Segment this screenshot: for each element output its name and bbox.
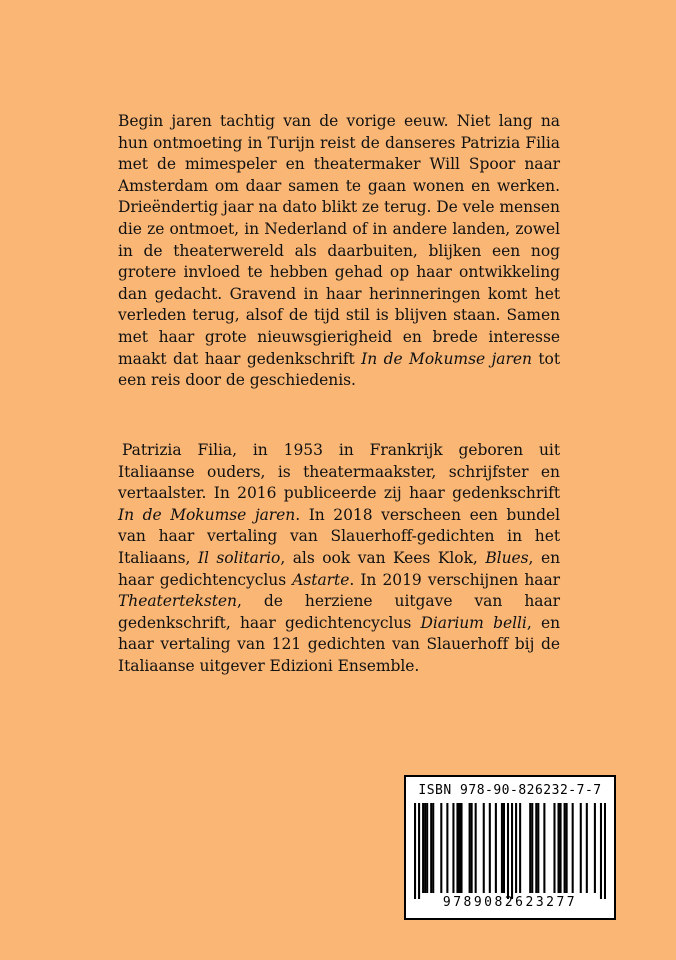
- isbn-barcode: [404, 775, 616, 920]
- blurb-text: tot een reis door de geschiedenis.: [118, 349, 560, 390]
- barcode-bar: [515, 803, 517, 893]
- bio-text: , en haar vertaling van 121 gedichten van Slauerhoff bij de Italiaanse uitgever Edizioni Ensemble.: [118, 613, 561, 675]
- isbn-label: ISBN 978-90-826232-7-7: [418, 783, 602, 798]
- barcode-bar: [469, 803, 471, 893]
- barcode-bar: [507, 803, 509, 899]
- barcode-bar: [440, 803, 442, 893]
- barcode-bar: [430, 803, 432, 893]
- barcode-bar: [519, 803, 521, 893]
- barcode-bar: [426, 803, 428, 893]
- barcode-bar: [475, 803, 477, 893]
- bio-text: , als ook van Kees Klok,: [280, 548, 486, 567]
- barcode-bar: [557, 803, 559, 893]
- barcode-bar: [529, 803, 531, 893]
- barcode-bar: [572, 803, 574, 893]
- bio-text: . In 2018 verscheen een bundel van haar vertaling van Slauerhoff-gedichten in het Italiaans,: [118, 505, 560, 567]
- barcode-bar: [456, 803, 458, 893]
- author-bio: [118, 440, 560, 678]
- barcode-bar: [580, 803, 582, 893]
- book-title: In de Mokumse jaren: [118, 505, 296, 524]
- barcode-bar: [566, 803, 568, 893]
- barcode-bar: [594, 803, 596, 893]
- barcode-bar: [511, 803, 513, 899]
- back-cover-blurb: [118, 111, 560, 392]
- barcode-bar: [604, 803, 606, 899]
- book-title: In de Mokumse jaren: [361, 349, 532, 368]
- barcode-bar: [543, 803, 545, 893]
- barcode-bar: [432, 803, 434, 893]
- barcode-bar: [537, 803, 539, 893]
- barcode-bar: [422, 803, 424, 893]
- barcode-bar: [414, 803, 416, 899]
- bio-text: . In 2019 verschijnen haar: [349, 570, 560, 589]
- barcode-bar: [600, 803, 602, 899]
- barcode-bar: [460, 803, 462, 893]
- book-title: Theaterteksten: [118, 592, 237, 611]
- barcode-bar: [553, 803, 555, 893]
- barcode-bar: [424, 803, 426, 893]
- barcode-bar: [489, 803, 491, 893]
- book-title: Blues: [485, 548, 529, 567]
- bio-text: , de herziene uitgave van haar gedenkschrift, haar gedichtencyclus: [118, 592, 560, 632]
- book-title: Astarte: [292, 570, 350, 589]
- book-title: Il solitario: [197, 548, 281, 567]
- barcode-bar: [586, 803, 588, 893]
- barcode-bar: [531, 803, 533, 893]
- barcode-bar: [418, 803, 420, 899]
- barcode-bar: [446, 803, 448, 893]
- bio-text: Patrizia Filia, in 1953 in Frankrijk geboren uit Italiaanse ouders, is theatermaakster, schrijfster en vertaalster. In 2016 publiceerde zij haar gedenkschrift: [118, 441, 560, 503]
- book-title: Diarium belli: [420, 613, 527, 632]
- barcode-bars: [414, 803, 606, 899]
- blurb-text: Begin jaren tachtig van de vorige eeuw. Niet lang na hun ontmoeting in Turijn reist de danseres Patrizia Filia met de mimespeler en theatermaker Will Spoor naar Amsterdam om daar samen te gaan wonen en werken. Drieëndertig jaar na dato blikt ze terug. De vele mensen die ze ontmoet, in Nederland of in andere landen, zowel in de theaterwereld als daarbuiten, blijken een nog grotere invloed te hebben gehad op haar ontwikkeling dan gedacht. Gravend in haar herinneringen komt het verleden terug, alsof de tijd stil is blijven staan. Samen met haar grote nieuwsgierigheid en brede interesse maakt dat haar gedenkschrift: [118, 112, 560, 368]
- barcode-bar: [501, 803, 503, 893]
- barcode-bar: [458, 803, 460, 893]
- bio-text: , en haar gedichtencyclus: [118, 548, 561, 589]
- barcode-bar: [535, 803, 537, 893]
- barcode-bar: [483, 803, 485, 893]
- barcode-bar: [564, 803, 566, 893]
- barcode-bar: [503, 803, 505, 893]
- barcode-bar: [471, 803, 473, 893]
- barcode-bar: [452, 803, 454, 893]
- isbn-digits: 9789082623277: [442, 895, 578, 910]
- barcode-bar: [560, 803, 562, 893]
- barcode-bar: [495, 803, 497, 893]
